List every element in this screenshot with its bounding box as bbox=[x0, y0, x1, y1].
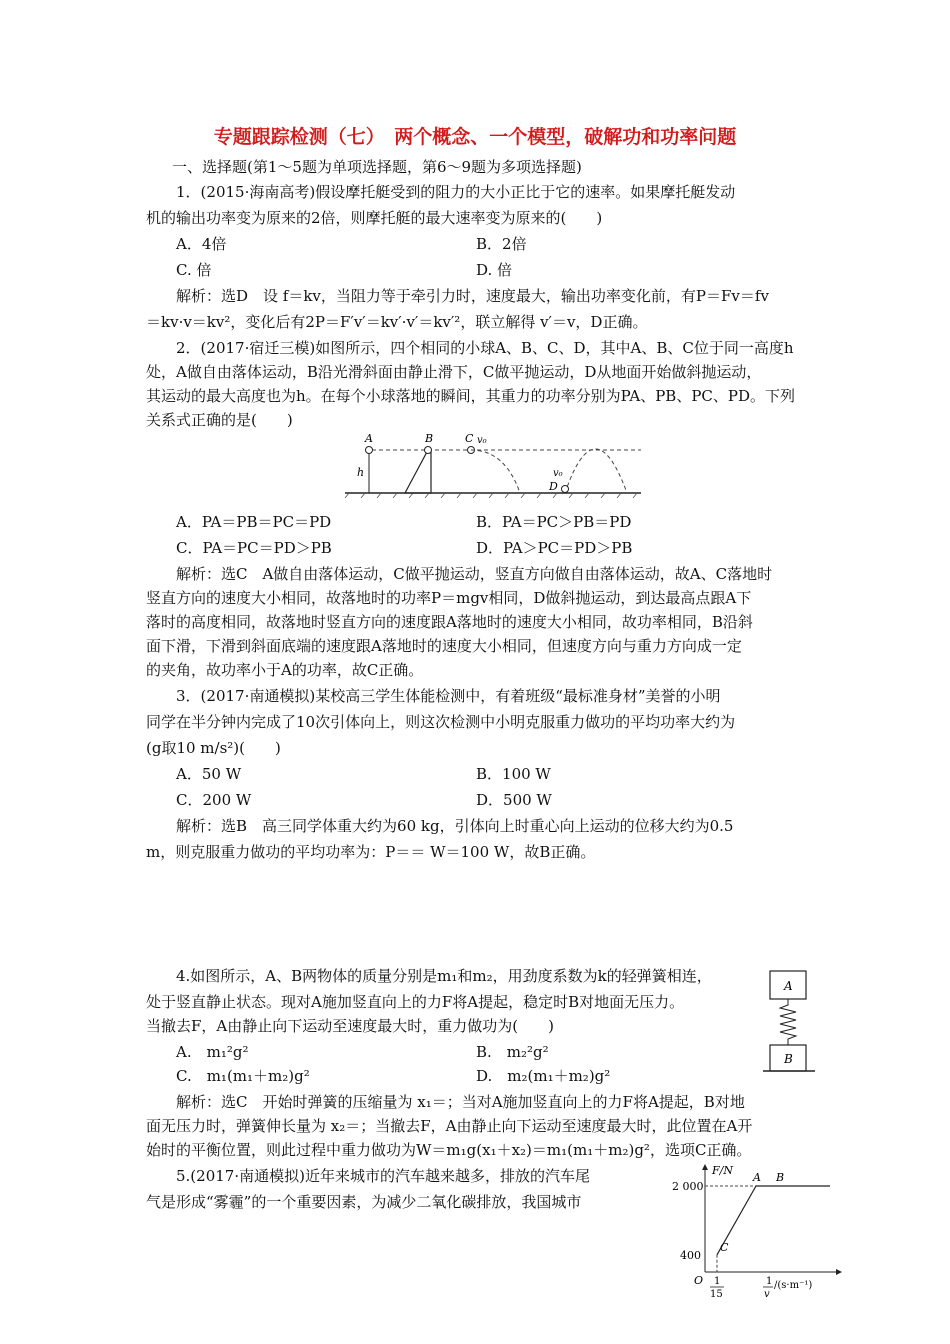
label-h: h bbox=[357, 466, 365, 479]
q3-option-c: C．200 W bbox=[176, 791, 252, 809]
q1-line-1: 1．(2015·海南高考)假设摩托艇受到的阻力的大小正比于它的速率。如果摩托艇发动 bbox=[176, 183, 736, 201]
q2-solution-5: 的夹角，故功率小于A的功率，故C正确。 bbox=[146, 661, 424, 679]
q3-option-d: D．500 W bbox=[476, 791, 552, 809]
point-a-label: A bbox=[753, 1171, 761, 1184]
q5-force-chart bbox=[670, 1160, 850, 1300]
q2-solution-1: 解析：选C A做自由落体运动，C做平抛运动，竖直方向做自由落体运动，故A、C落地时 bbox=[176, 565, 773, 583]
label-d: D bbox=[549, 480, 558, 493]
q2-solution-2: 竖直方向的速度大小相同，故落地时的功率P＝mgv相同，D做斜抛运动，到达最高点跟A下 bbox=[146, 589, 752, 607]
y-tick-400: 400 bbox=[680, 1248, 701, 1262]
point-c-label: C bbox=[720, 1240, 729, 1254]
q4-option-d: D. m₂(m₁＋m₂)g² bbox=[476, 1067, 611, 1085]
y-tick-2000: 2 000 bbox=[672, 1180, 704, 1193]
q4-solution-1: 解析：选C 开始时弹簧的压缩量为 x₁＝；当对A施加竖直向上的力F将A提起，B对地 bbox=[176, 1093, 745, 1111]
q2-solution-4: 面下滑，下滑到斜面底端的速度跟A落地时的速度大小相同，但速度方向与重力方向成一定 bbox=[146, 637, 742, 655]
q1-option-b: B．2倍 bbox=[476, 235, 527, 253]
y-axis-arrow bbox=[702, 1164, 708, 1170]
y-axis-label: F/N bbox=[712, 1164, 733, 1177]
q4-solution-3: 始时的平衡位置，则此过程中重力做功为W＝m₁g(x₁＋x₂)＝m₁(m₁＋m₂)g²，选项C正确。 bbox=[146, 1141, 752, 1159]
x-axis-arrow bbox=[836, 1269, 842, 1275]
label-v0-d: v₀ bbox=[553, 468, 563, 479]
x-tick-numerator: 1 bbox=[714, 1276, 721, 1287]
spring bbox=[780, 999, 796, 1045]
q2-line-1: 2．(2017·宿迁三模)如图所示，四个相同的小球A、B、C、D，其中A、B、C位于同一高度h bbox=[176, 339, 794, 357]
q4-line-2: 处于竖直静止状态。现对A施加竖直向上的力F将A提起，稳定时B对地面无压力。 bbox=[146, 993, 685, 1011]
point-b-label: B bbox=[776, 1171, 785, 1184]
q3-line-3: (g取10 m/s²)( ) bbox=[146, 739, 281, 757]
q4-option-b: B. m₂²g² bbox=[476, 1043, 549, 1061]
q2-solution-3: 落时的高度相同，故落地时竖直方向的速度跟A落地时的速度大小相同，故功率相同，B沿斜 bbox=[146, 613, 753, 631]
q3-option-b: B．100 W bbox=[476, 765, 551, 783]
q5-line-1: 5.(2017·南通模拟)近年来城市的汽车越来越多，排放的汽车尾 bbox=[176, 1167, 590, 1185]
x-label-denominator: v bbox=[764, 1289, 770, 1300]
q4-line-3: 当撤去F，A由静止向下运动至速度最大时，重力做功为( ) bbox=[146, 1017, 554, 1035]
q3-solution-1: 解析：选B 高三同学体重大约为60 kg，引体向上时重心向上运动的位移大约为0.5 bbox=[176, 817, 734, 835]
x-tick-denominator: 15 bbox=[710, 1289, 723, 1300]
c-trajectory bbox=[471, 450, 520, 493]
label-c: C bbox=[465, 432, 474, 445]
page-title: 专题跟踪检测（七） 两个概念、一个模型，破解功和功率问题 bbox=[213, 126, 737, 148]
q2-line-3: 其运动的最大高度也为h。在每个小球落地的瞬间，其重力的功率分别为PA、PB、PC、PD。下列 bbox=[146, 387, 796, 405]
q5-line-2: 气是形成“雾霾”的一个重要因素，为减少二氧化碳排放，我国城市 bbox=[146, 1193, 582, 1211]
label-v0-c: v₀ bbox=[477, 435, 487, 446]
q2-option-a: A．PA＝PB＝PC＝PD bbox=[176, 513, 332, 531]
q2-option-b: B．PA＝PC＞PB＝PD bbox=[476, 513, 632, 531]
q2-option-d: D．PA＞PC＝PD＞PB bbox=[476, 539, 633, 557]
label-b: B bbox=[425, 432, 434, 445]
ball-d bbox=[562, 486, 569, 493]
origin-label: O bbox=[694, 1274, 704, 1287]
q3-line-1: 3．(2017·南通模拟)某校高三学生体能检测中，有着班级“最标准身材”美誉的小明 bbox=[176, 687, 721, 705]
ball-a bbox=[366, 447, 373, 454]
q4-solution-2: 面无压力时，弹簧伸长量为 x₂＝；当撤去F，A由静止向下运动至速度最大时，此位置在A开 bbox=[146, 1117, 753, 1135]
q1-option-a: A．4倍 bbox=[176, 235, 227, 253]
q3-solution-2: m，则克服重力做功的平均功率为：P＝＝ W＝100 W，故B正确。 bbox=[146, 843, 596, 861]
q4-line-1: 4.如图所示，A、B两物体的质量分别是m₁和m₂，用劲度系数为k的轻弹簧相连， bbox=[176, 967, 712, 985]
q2-option-c: C．PA＝PC＝PD＞PB bbox=[176, 539, 332, 557]
q2-line-2: 处，A做自由落体运动，B沿光滑斜面由静止滑下，C做平抛运动，D从地面开始做斜抛运动， bbox=[146, 363, 762, 381]
q4-option-a: A. m₁²g² bbox=[176, 1043, 249, 1061]
q4-option-c: C. m₁(m₁＋m₂)g² bbox=[176, 1067, 310, 1085]
q3-line-2: 同学在半分钟内完成了10次引体向上，则这次检测中小明克服重力做功的平均功率大约为 bbox=[146, 713, 736, 731]
q2-line-4: 关系式正确的是( ) bbox=[146, 411, 293, 429]
label-block-b: B bbox=[784, 1052, 793, 1066]
incline bbox=[405, 450, 431, 493]
q2-figure bbox=[335, 430, 655, 500]
x-axis-unit: /(s·m⁻¹) bbox=[774, 1280, 813, 1291]
label-a: A bbox=[365, 432, 373, 445]
q1-line-2: 机的输出功率变为原来的2倍，则摩托艇的最大速率变为原来的( ) bbox=[146, 209, 603, 227]
q1-option-d: D. 倍 bbox=[476, 261, 513, 279]
q3-option-a: A．50 W bbox=[176, 765, 242, 783]
q1-solution-2: ＝kv·v＝kv²，变化后有2P＝F′v′＝kv′·v′＝kv′²，联立解得 v′＝v，D正确。 bbox=[146, 313, 648, 331]
x-label-numerator: 1 bbox=[766, 1276, 773, 1287]
section-heading: 一、选择题(第1～5题为单项选择题，第6～9题为多项选择题) bbox=[172, 158, 582, 176]
q1-solution-1: 解析：选D 设 f＝kv，当阻力等于牵引力时，速度最大，输出功率变化前，有P＝Fv＝fv bbox=[176, 287, 769, 305]
q1-option-c: C. 倍 bbox=[176, 261, 212, 279]
label-block-a: A bbox=[784, 979, 793, 993]
ball-b bbox=[425, 447, 432, 454]
d-trajectory bbox=[565, 449, 627, 493]
q4-spring-figure bbox=[755, 965, 825, 1080]
